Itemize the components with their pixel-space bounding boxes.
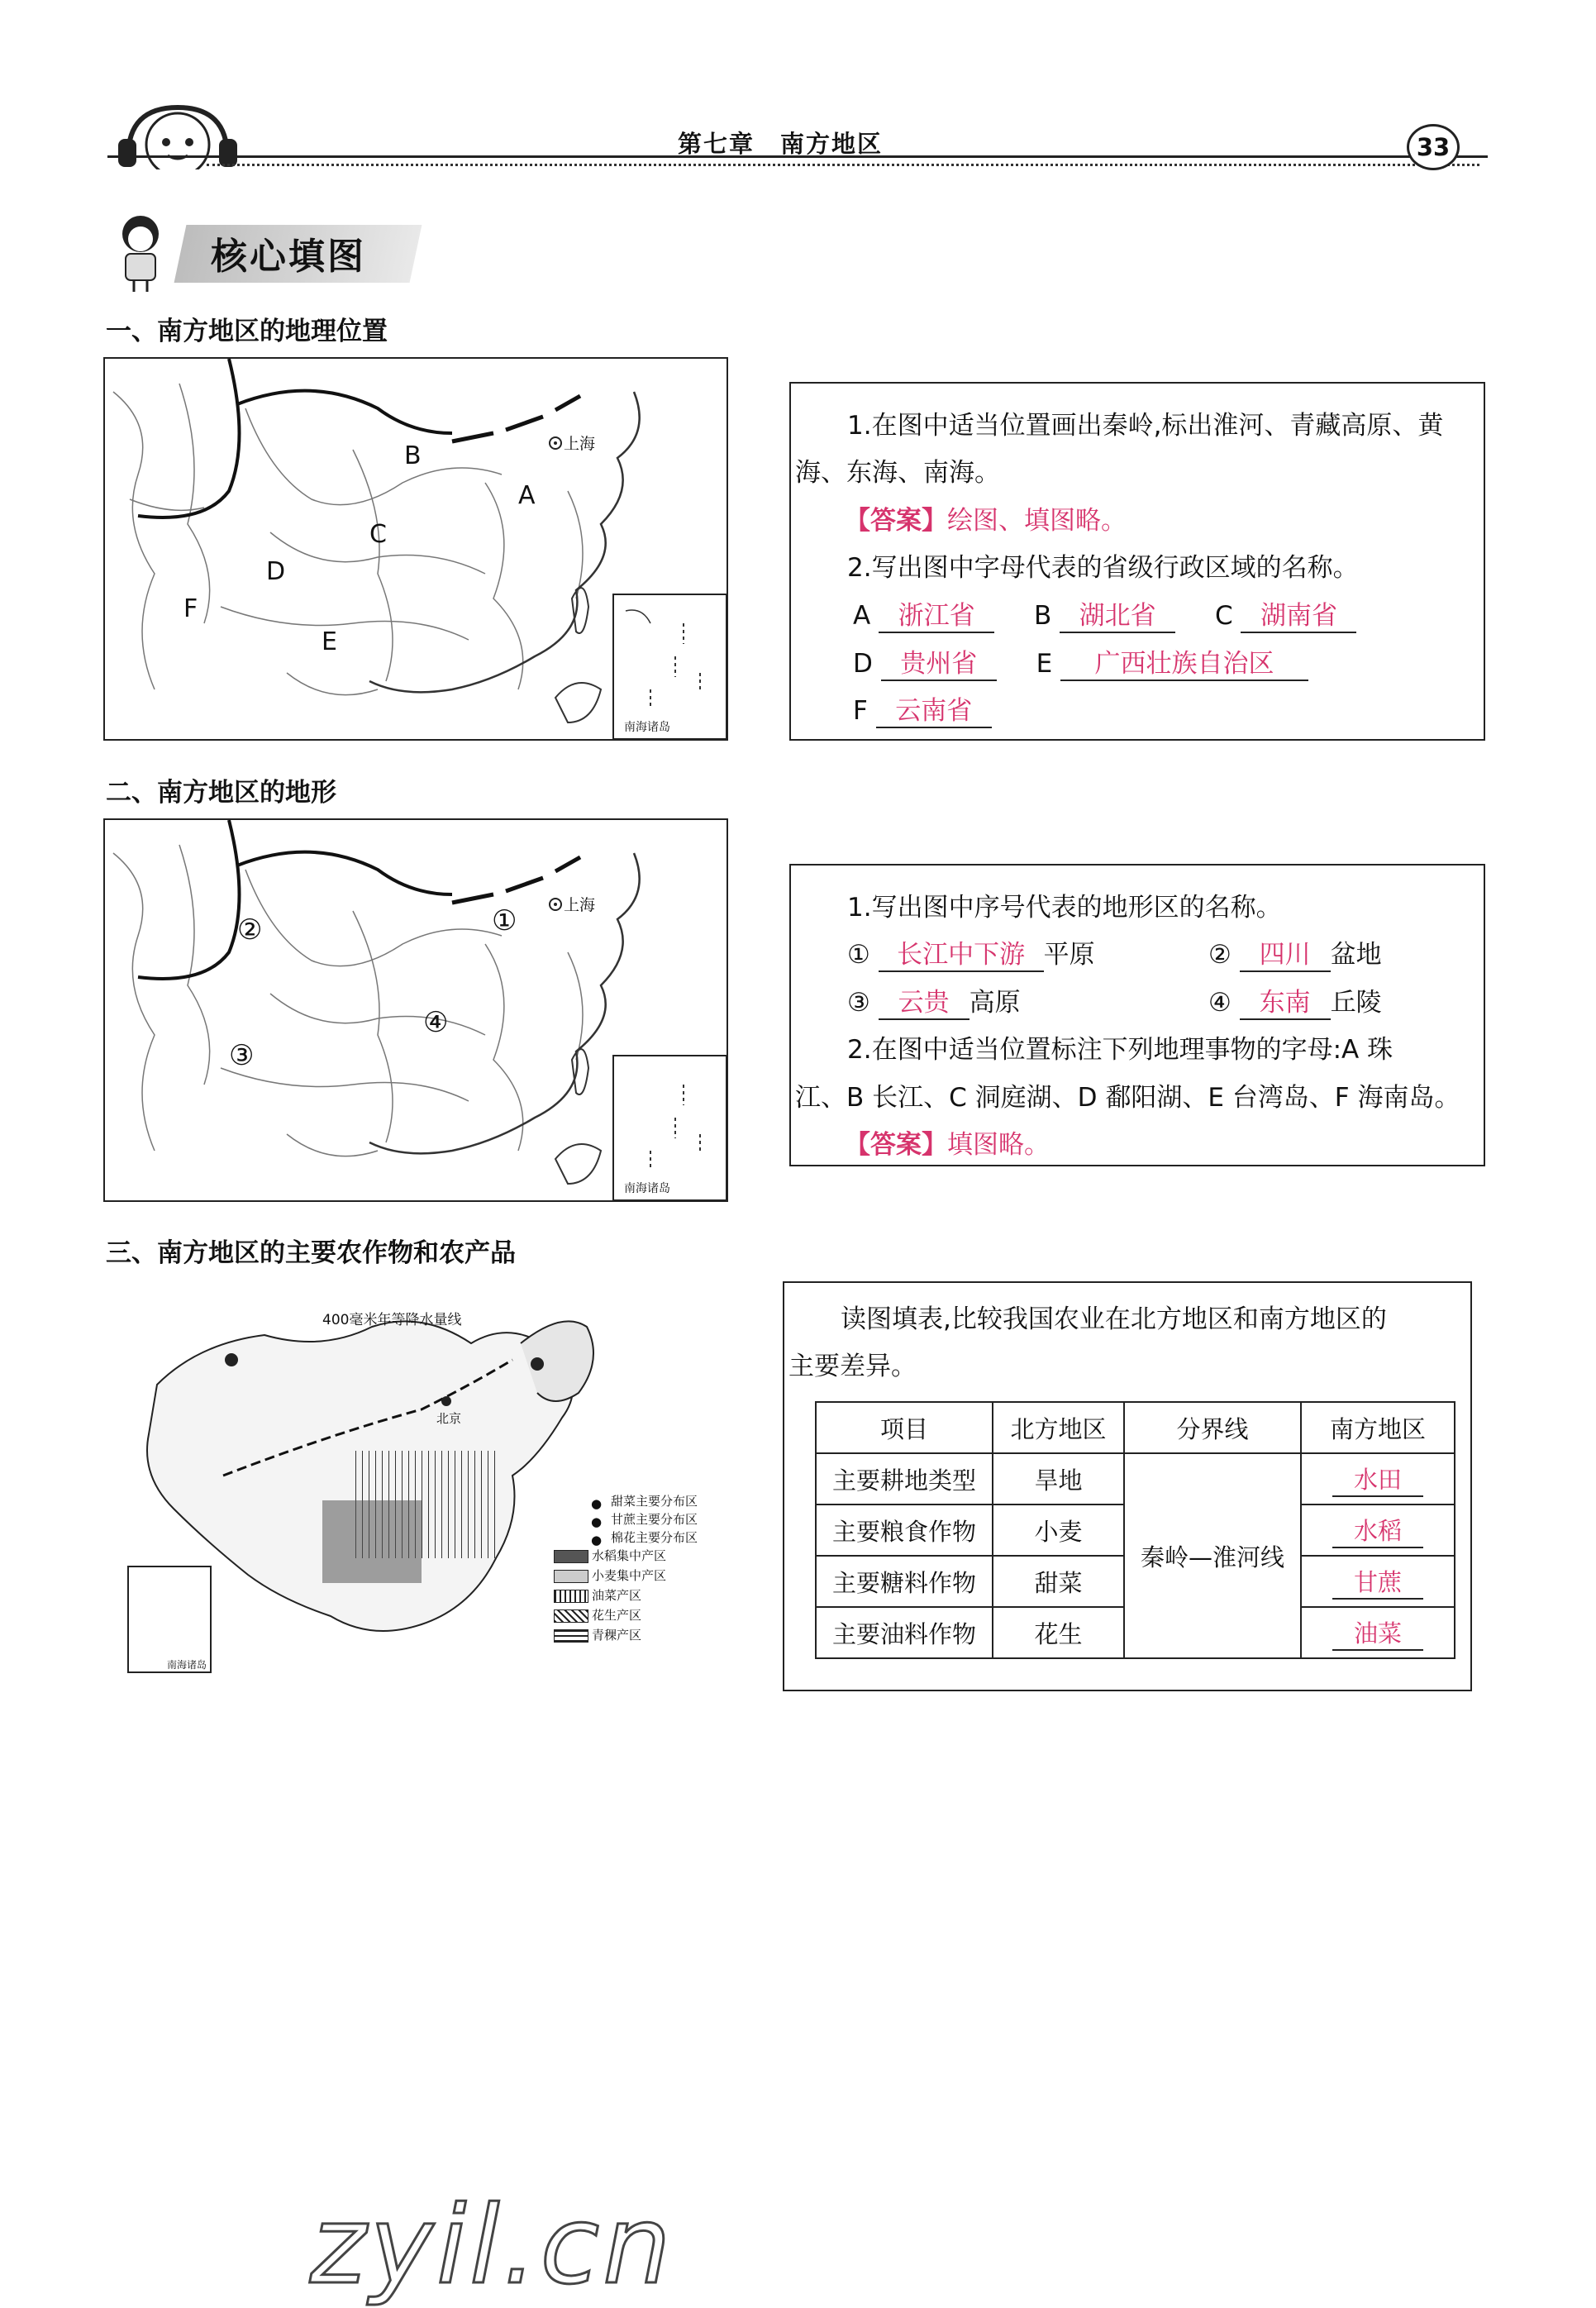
- answer-text: 绘图、填图略。: [947, 506, 1127, 536]
- q1-line1: 1.在图中适当位置画出秦岭,标出淮河、青藏高原、黄: [847, 411, 1444, 441]
- section-title: 核心填图: [211, 236, 366, 278]
- watermark: zyil.cn: [310, 2182, 674, 2308]
- row-north: 小麦: [993, 1504, 1124, 1556]
- num-1: ①: [847, 940, 870, 970]
- q1-text: 1.写出图中序号代表的地形区的名称。: [847, 893, 1282, 923]
- q2-text: 2.写出图中字母代表的省级行政区域的名称。: [847, 553, 1359, 583]
- inset-label: 南海诸岛: [624, 1182, 670, 1195]
- intro-line2: 主要差异。: [788, 1352, 917, 1381]
- row-south: 油菜: [1301, 1607, 1455, 1658]
- terrain-row-2: [1208, 933, 1382, 972]
- answer-4: 东南: [1240, 981, 1331, 1020]
- inset-label: 南海诸岛: [624, 721, 670, 734]
- letter-d: D: [853, 649, 873, 679]
- part2-map: [103, 818, 728, 1202]
- row-north: 旱地: [993, 1453, 1124, 1504]
- map-letter-f: F: [183, 594, 198, 623]
- legend-barley: 青稞产区: [554, 1626, 641, 1643]
- suffix-4: 丘陵: [1330, 988, 1382, 1018]
- header-item: 项目: [816, 1402, 993, 1453]
- divider-cell: 秦岭—淮河线: [1124, 1453, 1301, 1658]
- row-south: 水稻: [1301, 1504, 1455, 1556]
- south-china-terrain-map: [105, 820, 727, 1200]
- terrain-mark-4: ④: [423, 1006, 449, 1039]
- legend-rice: 水稻集中产区: [554, 1547, 666, 1564]
- part1-question-box: [789, 382, 1485, 741]
- header-north: 北方地区: [993, 1402, 1124, 1453]
- table-header-row: [816, 1402, 1455, 1453]
- suffix-1: 平原: [1043, 940, 1095, 970]
- map-letter-a: A: [518, 481, 536, 510]
- part2-question-box: [789, 864, 1485, 1166]
- headphone-mascot-icon: [112, 99, 244, 169]
- intro-line1: 读图填表,比较我国农业在北方地区和南方地区的: [841, 1304, 1387, 1334]
- header-divider: 分界线: [1124, 1402, 1301, 1453]
- header-south: 南方地区: [1301, 1402, 1455, 1453]
- south-china-map: [105, 359, 727, 739]
- answer-row-3: [853, 689, 992, 728]
- part2-heading: 二、南方地区的地形: [106, 778, 336, 808]
- answer-d: 贵州省: [881, 642, 997, 681]
- table-row: [816, 1453, 1455, 1504]
- answer-text: 填图略。: [947, 1130, 1050, 1160]
- legend-rapeseed: 油菜产区: [554, 1586, 641, 1604]
- legend-beet: ● 甜菜主要分布区: [591, 1494, 698, 1511]
- suffix-2: 盆地: [1330, 940, 1382, 970]
- part3-heading: 三、南方地区的主要农作物和农产品: [106, 1238, 516, 1268]
- answer-e: 广西壮族自治区: [1060, 642, 1308, 681]
- answer-tag: 【答案】: [845, 1130, 947, 1160]
- answer-c: 湖南省: [1241, 594, 1356, 633]
- answer-row-2: [853, 642, 1308, 681]
- answer-b: 湖北省: [1060, 594, 1175, 633]
- row-north: 花生: [993, 1607, 1124, 1658]
- suffix-3: 高原: [969, 988, 1021, 1018]
- beijing-label: 北京: [436, 1411, 462, 1426]
- q2-line1: 2.在图中适当位置标注下列地理事物的字母:A 珠: [847, 1035, 1394, 1065]
- map-letter-c: C: [369, 520, 387, 549]
- num-2: ②: [1208, 940, 1232, 970]
- letter-a: A: [853, 601, 871, 631]
- answer-2: 四川: [1240, 933, 1331, 972]
- legend-sugarcane: ● 甘蔗主要分布区: [591, 1512, 698, 1529]
- legend-cotton: ● 棉花主要分布区: [591, 1530, 698, 1547]
- rainfall-line-label: 400毫米年等降水量线: [322, 1312, 462, 1328]
- row-north: 甜菜: [993, 1556, 1124, 1607]
- shanghai-label: 上海: [564, 435, 596, 453]
- answer-3: 云贵: [879, 981, 970, 1020]
- inset-label: 南海诸岛: [167, 1659, 207, 1671]
- row-item: 主要糖料作物: [816, 1556, 993, 1607]
- terrain-mark-1: ①: [492, 904, 517, 937]
- comparison-table: [815, 1401, 1455, 1659]
- header-dotted-rule: [207, 164, 1479, 166]
- answer-row-1: [853, 594, 1356, 633]
- letter-b: B: [1033, 601, 1052, 631]
- map-letter-d: D: [266, 557, 286, 586]
- answer-a: 浙江省: [879, 594, 994, 633]
- terrain-row-4: [1208, 981, 1382, 1020]
- row-item: 主要粮食作物: [816, 1504, 993, 1556]
- answer-tag: 【答案】: [845, 506, 947, 536]
- legend-wheat: 小麦集中产区: [554, 1566, 666, 1584]
- legend-peanut: 花生产区: [554, 1606, 641, 1624]
- part1-heading: 一、南方地区的地理位置: [106, 317, 388, 346]
- num-4: ④: [1208, 988, 1232, 1018]
- agriculture-map: [124, 1294, 719, 1674]
- row-south: 水田: [1301, 1453, 1455, 1504]
- map-letter-b: B: [404, 441, 422, 470]
- student-figure-icon: [107, 211, 174, 293]
- row-item: 主要油料作物: [816, 1607, 993, 1658]
- num-3: ③: [847, 988, 870, 1018]
- chapter-title: 第七章 南方地区: [678, 130, 884, 158]
- row-south: 甘蔗: [1301, 1556, 1455, 1607]
- shanghai-label: 上海: [564, 896, 596, 914]
- answer-1: 长江中下游: [879, 933, 1044, 972]
- row-item: 主要耕地类型: [816, 1453, 993, 1504]
- letter-f: F: [853, 696, 868, 726]
- q1-line2: 海、东海、南海。: [795, 458, 1000, 488]
- terrain-mark-2: ②: [237, 913, 263, 947]
- page-number: 33: [1407, 124, 1460, 170]
- terrain-row-1: [847, 933, 1095, 972]
- letter-c: C: [1214, 601, 1233, 631]
- terrain-mark-3: ③: [229, 1039, 255, 1072]
- q2-line2: 江、B 长江、C 洞庭湖、D 鄱阳湖、E 台湾岛、F 海南岛。: [795, 1083, 1460, 1113]
- answer-f: 云南省: [876, 689, 992, 728]
- terrain-row-3: [847, 981, 1021, 1020]
- part1-map: [103, 357, 728, 741]
- letter-e: E: [1036, 649, 1053, 679]
- map-letter-e: E: [322, 627, 337, 656]
